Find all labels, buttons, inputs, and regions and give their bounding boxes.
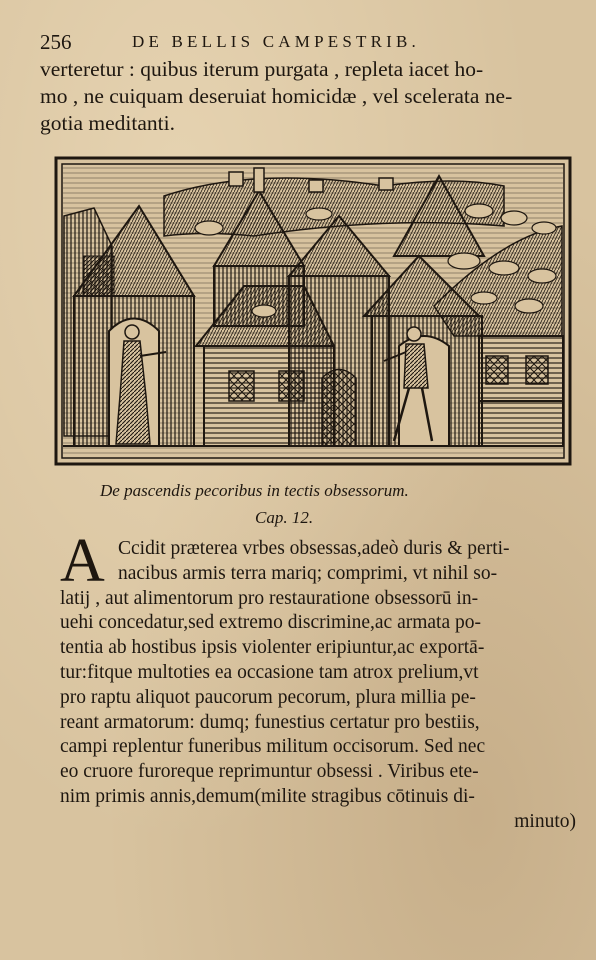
text-line: tur:fitque multoties ea occasione tam atrox prelium,vt [60, 661, 479, 683]
chapter-body [60, 537, 590, 835]
text-line: eo cruore furoreque reprimuntur obsessi . Viribus ete- [60, 761, 479, 783]
text-line: campi replentur funeribus militum occisorum. Sed nec [60, 736, 486, 758]
woodcut-illustration [54, 156, 572, 466]
text-line: gotia meditanti. [40, 111, 175, 135]
drop-capital: A [60, 527, 105, 595]
text-line: minuto) [514, 810, 576, 832]
text-line: Ccidit præterea vrbes obsessas,adeò duris & perti- [118, 538, 510, 559]
figure-caption: De pascendis pecoribus in tectis obsessorum. [100, 481, 409, 500]
running-head: DE BELLIS CAMPESTRIB. [132, 32, 420, 51]
text-line: nim primis annis,demum(milite stragibus cōtinuis di- [60, 785, 475, 807]
chapter-number: Cap. 12. [255, 508, 314, 527]
continued-text [40, 56, 570, 137]
page-number: 256 [40, 30, 72, 54]
text-line: latij , aut alimentorum pro restauratione obsessorū in- [60, 587, 479, 609]
text-line: pro raptu aliquot paucorum pecorum, plura millia pe- [60, 686, 476, 708]
text-line: uehi concedatur,sed extremo discrimine,ac armata po- [60, 612, 481, 634]
text-line: nacibus armis terra mariq; comprimi, vt nihil so- [118, 562, 498, 584]
page-header [40, 30, 560, 54]
text-line: reant armatorum: dumq; funestius certatur pro bestiis, [60, 711, 480, 733]
text-line: tentia ab hostibus ipsis violenter eripiuntur,ac exportā- [60, 637, 485, 659]
text-line: verteretur : quibus iterum purgata , repleta iacet ho- [40, 57, 484, 81]
text-line: mo , ne cuiquam deseruiat homicidæ , vel scelerata ne- [40, 84, 513, 108]
